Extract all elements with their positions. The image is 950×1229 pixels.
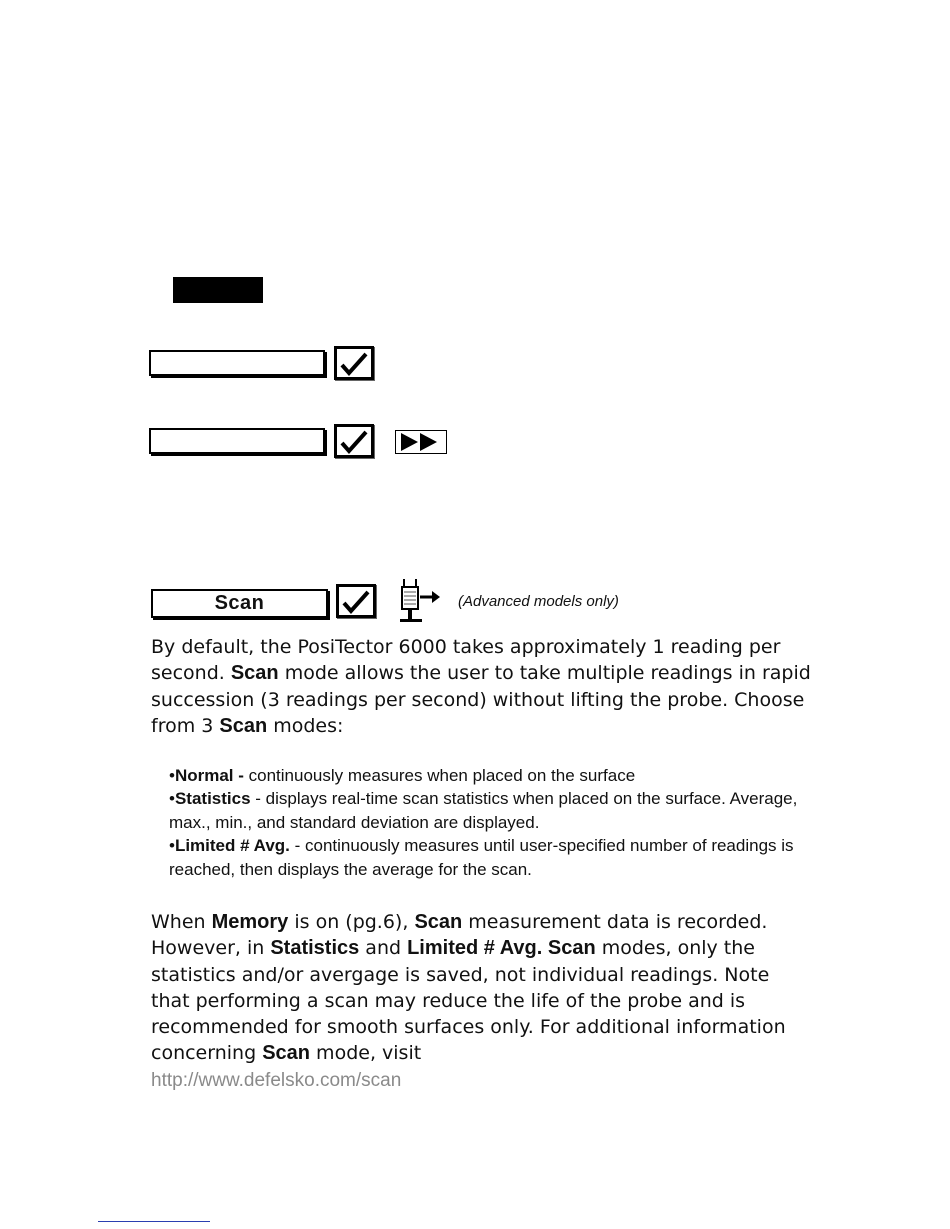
footer-divider bbox=[98, 1221, 210, 1222]
advanced-models-note: (Advanced models only) bbox=[458, 593, 619, 610]
fast-forward-icon bbox=[395, 430, 447, 454]
list-item: •Limited # Avg. - continuously measures until user-specified number of readings is reached, then displays the average for the scan. bbox=[169, 836, 794, 879]
memory-paragraph: When Memory is on (pg.6), Scan measurement data is recorded. However, in Statistics and Limited # Avg. Scan modes, only the statistics and/or avergage is saved, not individual readings. Note that performing a scan may reduce the life of the probe and is recommended for smooth surfaces only. For additional information concerning Scan mode, visit http://www.defelsko.com/scan bbox=[151, 911, 786, 1091]
menu-item-box-1[interactable] bbox=[149, 350, 325, 376]
scan-menu-item[interactable]: Scan bbox=[151, 589, 328, 618]
scan-info-link[interactable]: http://www.defelsko.com/scan bbox=[151, 1069, 402, 1091]
intro-paragraph: By default, the PosiTector 6000 takes approximately 1 reading per second. Scan mode allows the user to take multiple readings in rapid succession (3 readings per second) without lifting the probe. Choose from 3 Scan modes: bbox=[151, 636, 811, 737]
checkmark-icon bbox=[336, 584, 376, 618]
list-item: •Statistics - displays real-time scan statistics when placed on the surface. Average, max., min., and standard deviation are displayed. bbox=[169, 789, 798, 832]
list-item: •Normal - continuously measures when placed on the surface bbox=[169, 766, 636, 785]
scan-modes-list bbox=[151, 764, 811, 881]
checkmark-icon bbox=[334, 424, 374, 458]
menu-header-tab bbox=[173, 277, 263, 303]
probe-scan-icon bbox=[398, 577, 442, 629]
checkmark-icon bbox=[334, 346, 374, 380]
menu-item-box-2[interactable] bbox=[149, 428, 325, 454]
